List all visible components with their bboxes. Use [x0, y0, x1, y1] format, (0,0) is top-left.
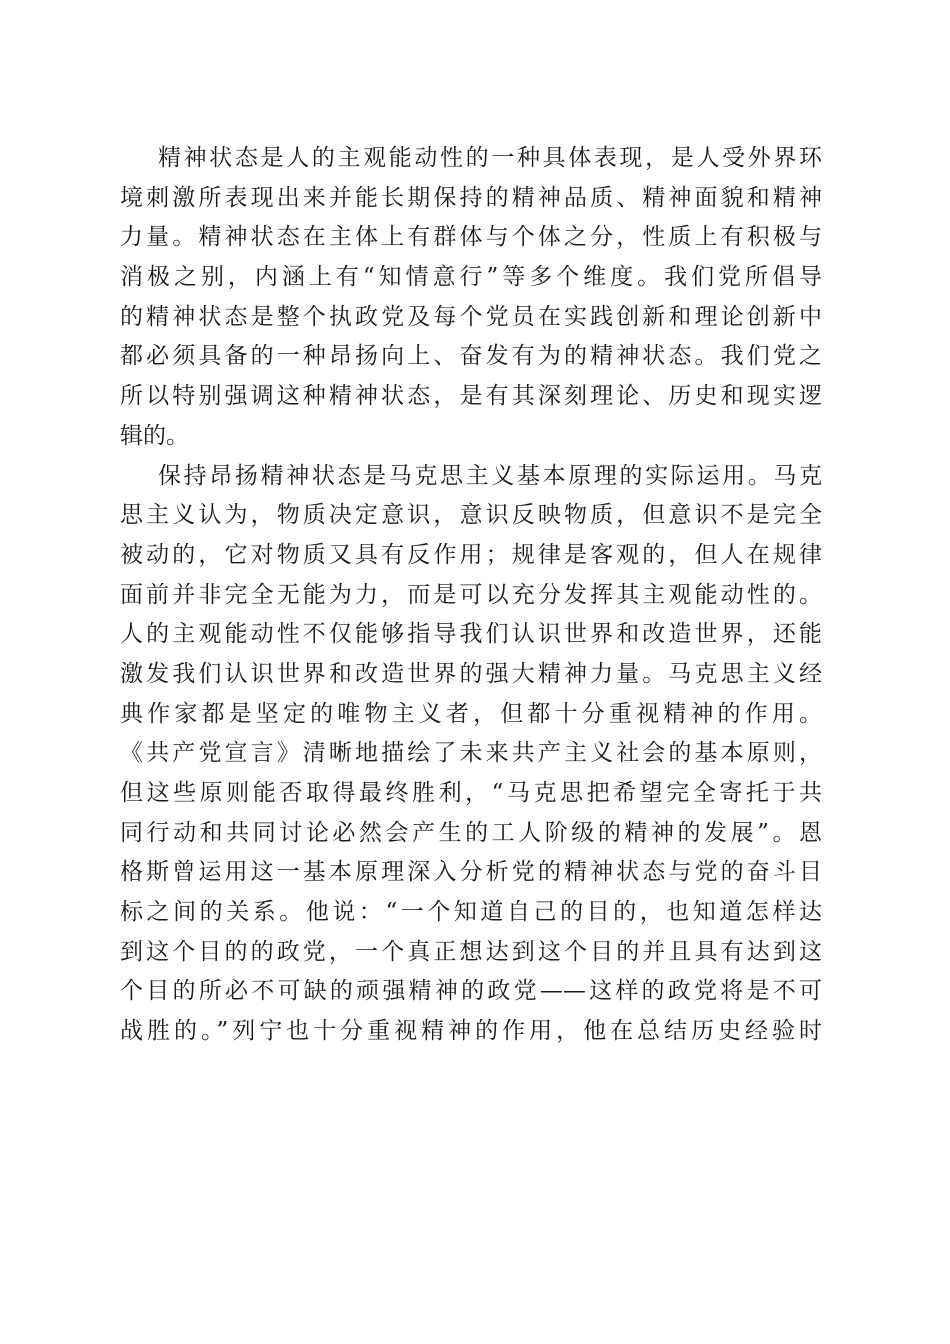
paragraph-line: 保持昂扬精神状态是马克思主义基本原理的实际运用。马克	[158, 462, 822, 489]
paragraph-line: 战胜的。”列宁也十分重视精神的作用，他在总结历史经验时	[120, 1018, 822, 1045]
paragraph-line: 辑的。	[120, 422, 189, 449]
paragraph-line: 人的主观能动性不仅能够指导我们认识世界和改造世界，还能	[120, 621, 822, 648]
paragraph-line: 但这些原则能否取得最终胜利，“马克思把希望完全寄托于共	[120, 780, 822, 806]
body-text	[120, 139, 822, 1052]
paragraph-2	[120, 457, 822, 1052]
paragraph-line: 力量。精神状态在主体上有群体与个体之分，性质上有积极与	[120, 224, 822, 251]
paragraph-line: 同行动和共同讨论必然会产生的工人阶级的精神的发展”。恩	[120, 819, 822, 846]
paragraph-line: 境刺激所表现出来并能长期保持的精神品质、精神面貌和精神	[120, 184, 822, 211]
paragraph-line: 格斯曾运用这一基本原理深入分析党的精神状态与党的奋斗目	[120, 859, 822, 886]
paragraph-line: 的精神状态是整个执政党及每个党员在实践创新和理论创新中	[120, 303, 822, 330]
paragraph-line: 思主义认为，物质决定意识，意识反映物质，但意识不是完全	[120, 502, 822, 529]
paragraph-line: 消极之别，内涵上有“知情意行”等多个维度。我们党所倡导	[120, 264, 822, 291]
paragraph-line: 《共产党宣言》清晰地描绘了未来共产主义社会的基本原则，	[120, 740, 822, 767]
paragraph-line: 激发我们认识世界和改造世界的强大精神力量。马克思主义经	[120, 660, 822, 687]
paragraph-line: 个目的所必不可缺的顽强精神的政党——这样的政党将是不可	[120, 978, 822, 1005]
paragraph-line: 被动的，它对物质又具有反作用；规律是客观的，但人在规律	[120, 541, 822, 568]
paragraph-line: 典作家都是坚定的唯物主义者，但都十分重视精神的作用。	[120, 700, 822, 727]
paragraph-line: 所以特别强调这种精神状态，是有其深刻理论、历史和现实逻	[120, 383, 822, 410]
paragraph-line: 标之间的关系。他说：“一个知道自己的目的，也知道怎样达	[120, 899, 822, 926]
paragraph-line: 都必须具备的一种昂扬向上、奋发有为的精神状态。我们党之	[120, 343, 822, 370]
paragraph-line: 精神状态是人的主观能动性的一种具体表现，是人受外界环	[158, 145, 822, 171]
paragraph-line: 到这个目的的政党，一个真正想达到这个目的并且具有达到这	[120, 938, 822, 965]
paragraph-line: 面前并非完全无能为力，而是可以充分发挥其主观能动性的。	[120, 581, 822, 608]
paragraph-1	[120, 139, 822, 457]
